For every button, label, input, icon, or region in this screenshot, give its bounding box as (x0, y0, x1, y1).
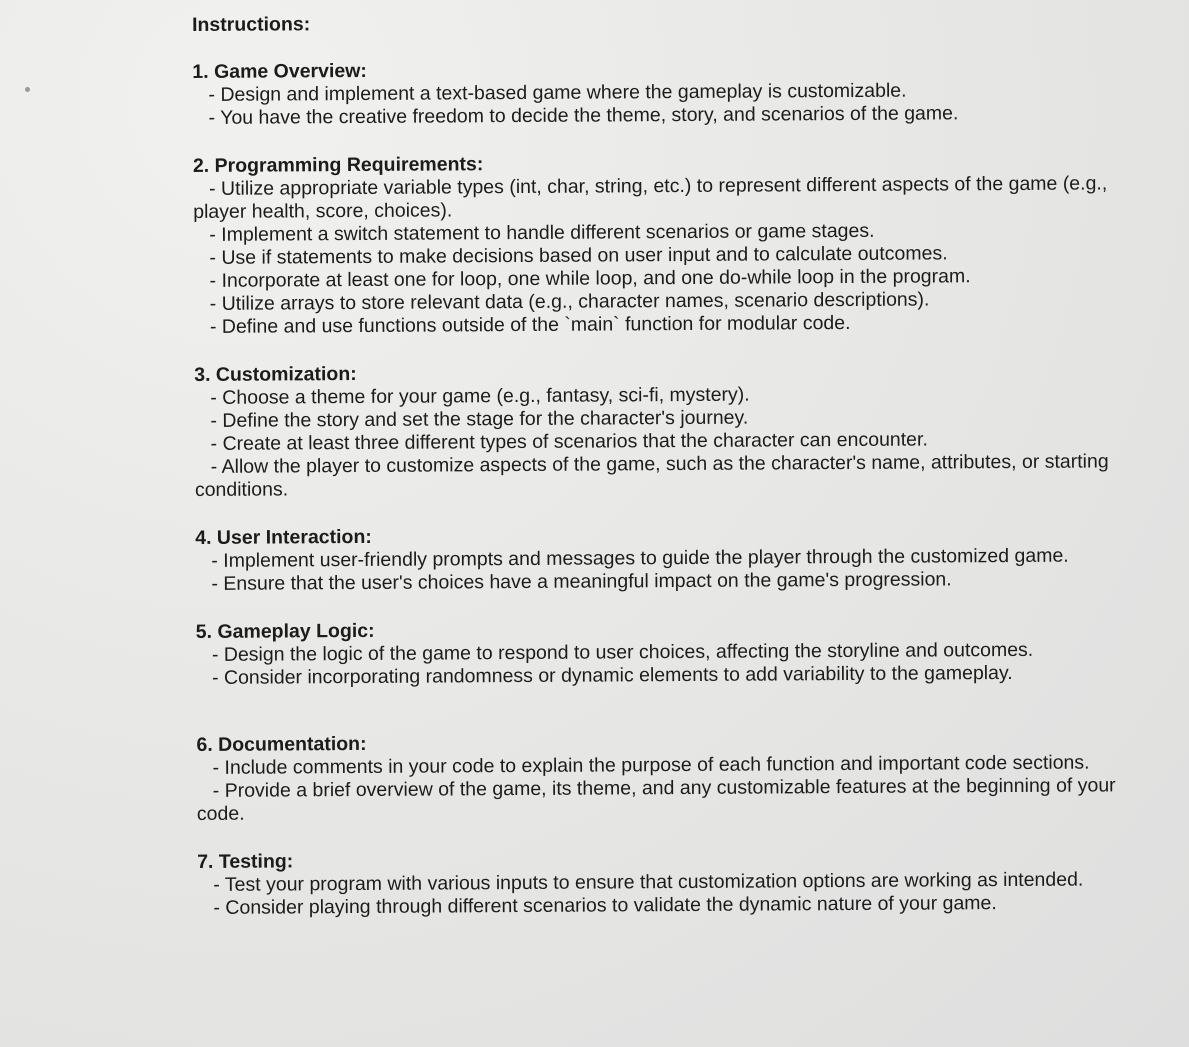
list-item: - Test your program with various inputs to ensure that customization options are working as intended. (213, 868, 1084, 896)
list-item: - You have the creative freedom to decide the theme, story, and scenarios of the game. (208, 102, 959, 129)
section-heading: 6. Documentation: (196, 732, 367, 756)
section-user-interaction (195, 521, 1125, 596)
list-item: - Provide a brief overview of the game, its theme, and any customizable features at the beginning of your code. (196, 774, 1116, 825)
list-item: - Implement a switch statement to handle different scenarios or game stages. (209, 219, 875, 246)
list-item: - Define the story and set the stage for the character's journey. (210, 406, 749, 432)
section-heading: 1. Game Overview: (192, 59, 367, 83)
section-customization (194, 358, 1125, 502)
list-item: - Utilize arrays to store relevant data (e.g., character names, scenario descriptions). (209, 288, 930, 315)
list-item: - Include comments in your code to explain the purpose of each function and important code sections. (212, 751, 1090, 779)
section-heading: 3. Customization: (194, 363, 357, 386)
section-heading: 2. Programming Requirements: (192, 153, 484, 177)
list-item: - Choose a theme for your game (e.g., fantasy, sci-fi, mystery). (210, 383, 750, 409)
section-documentation (196, 728, 1127, 826)
list-item: - Incorporate at least one for loop, one while loop, and one do-while loop in the program. (209, 265, 971, 292)
list-item: - Design the logic of the game to respond to user choices, affecting the storyline and outcomes. (211, 638, 1034, 666)
list-item: - Use if statements to make decisions based on user input and to calculate outcomes. (209, 242, 948, 269)
section-gameplay-logic (196, 615, 1126, 690)
section-heading: 7. Testing: (197, 850, 294, 873)
list-item: - Utilize appropriate variable types (int, char, string, etc.) to represent different aspects of the game (e.g., player health, score, choices). (193, 172, 1108, 223)
section-game-overview (192, 55, 1122, 130)
document-title: Instructions: (192, 13, 311, 36)
list-item: - Create at least three different types of scenarios that the character can encounter. (210, 428, 928, 455)
section-testing (197, 845, 1127, 920)
stray-dot-mark (25, 87, 30, 92)
section-heading: 4. User Interaction: (195, 525, 372, 549)
list-item: - Ensure that the user's choices have a meaningful impact on the game's progression. (211, 568, 952, 595)
section-heading: 5. Gameplay Logic: (195, 619, 375, 643)
list-item: - Allow the player to customize aspects of the game, such as the character's name, attributes, or starting conditions. (194, 450, 1109, 501)
list-item: - Consider incorporating randomness or dynamic elements to add variability to the gameplay. (211, 661, 1013, 689)
list-item: - Consider playing through different scenarios to validate the dynamic nature of your game. (213, 892, 997, 919)
instructions-document (192, 8, 1128, 945)
list-item: - Design and implement a text-based game where the gameplay is customizable. (208, 79, 907, 106)
section-programming-requirements (193, 149, 1124, 339)
list-item: - Implement user-friendly prompts and messages to guide the player through the customized game. (211, 544, 1069, 572)
list-item: - Define and use functions outside of the `main` function for modular code. (209, 311, 851, 338)
